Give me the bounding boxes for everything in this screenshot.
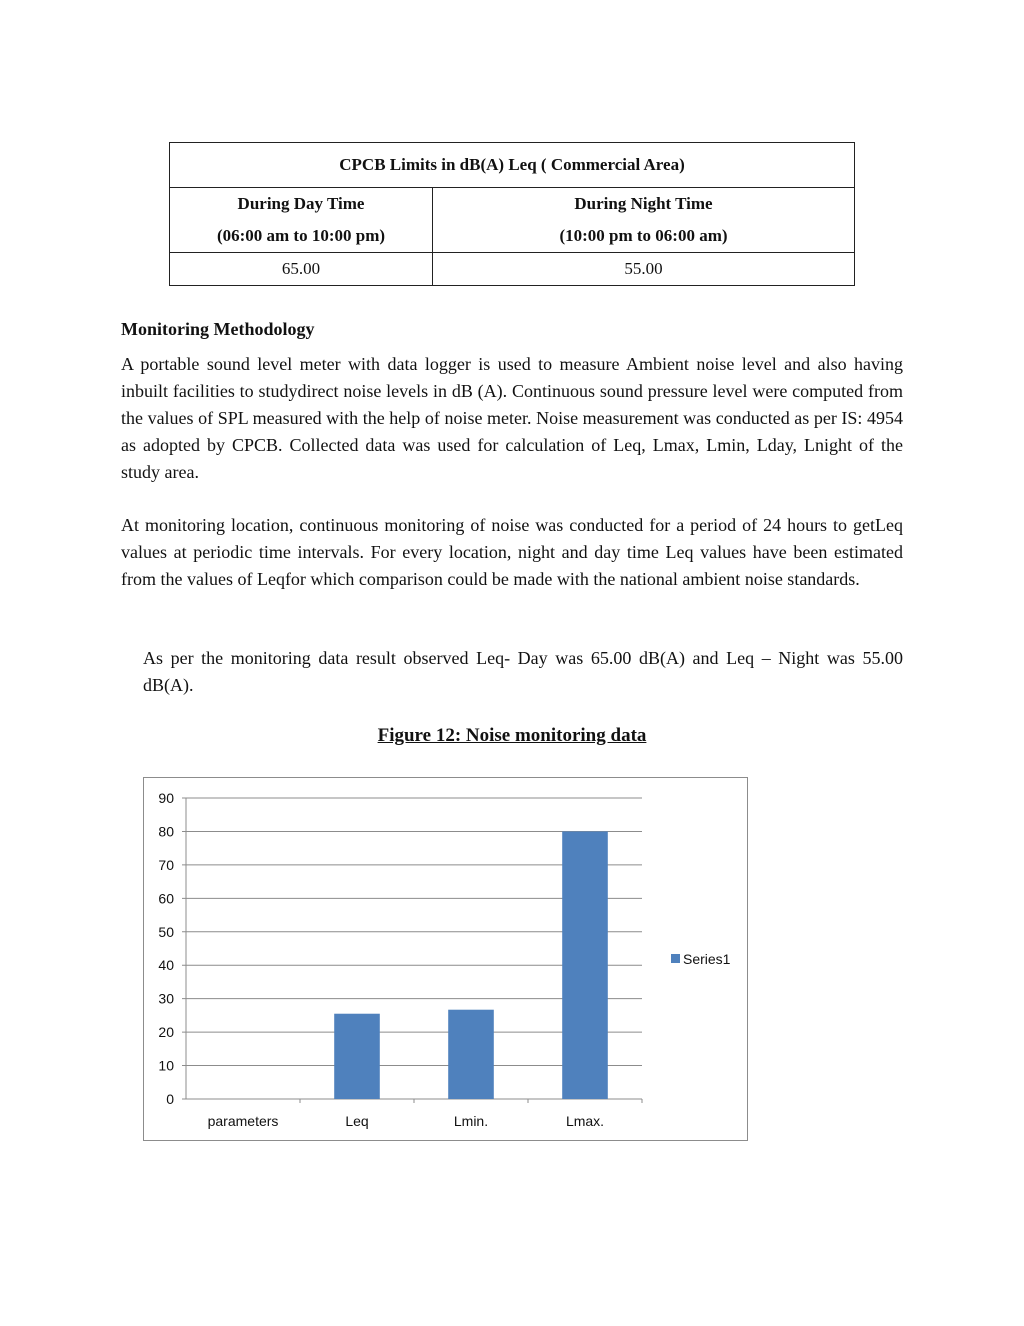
night-time-header — [433, 188, 855, 253]
y-tick-label: 30 — [158, 990, 174, 1007]
x-tick-label: Lmax. — [565, 1113, 605, 1129]
night-limit-value: 55.00 — [433, 253, 855, 286]
y-tick-label: 80 — [158, 823, 174, 840]
noise-bar-chart — [144, 778, 749, 1142]
y-tick-label: 40 — [158, 957, 174, 974]
legend-swatch — [671, 954, 680, 963]
y-tick-label: 0 — [166, 1091, 174, 1107]
cpcb-limits-table — [169, 142, 855, 286]
y-tick-label: 60 — [158, 890, 174, 907]
legend-label: Series1 — [683, 951, 731, 967]
methodology-paragraph-1: A portable sound level meter with data logger is used to measure Ambient noise level and also having inbuilt facilities to studydirect noise levels in dB (A). Continuous sound pressure level were computed from the values of SPL measured with the help of noise meter. Noise measurement was conducted as per IS: 4954 as adopted by CPCB. Collected data was used for calculation of Leq, Lmax, Lmin, Lday, Lnight of the study area. — [121, 354, 903, 482]
day-time-range: (06:00 am to 10:00 pm) — [216, 226, 386, 245]
y-tick-label: 50 — [158, 923, 174, 940]
result-paragraph: As per the monitoring data result observed Leq- Day was 65.00 dB(A) and Leq – Night was 55.00 dB(A). — [143, 648, 903, 695]
x-tick-label: Lmin. — [453, 1113, 489, 1129]
section-heading: Monitoring Methodology — [121, 319, 315, 339]
x-tick-label: Leq — [345, 1113, 369, 1129]
y-tick-label: 70 — [158, 856, 174, 873]
day-time-header — [170, 188, 433, 253]
figure-caption: Figure 12: Noise monitoring data — [377, 725, 647, 746]
y-tick-label: 20 — [158, 1024, 174, 1041]
day-limit-value: 65.00 — [170, 253, 433, 286]
table-title: CPCB Limits in dB(A) Leq ( Commercial Area) — [170, 143, 855, 188]
methodology-paragraph-2: At monitoring location, continuous monitoring of noise was conducted for a period of 24 hours to getLeq values at periodic time intervals. For every location, night and day time Leq values have been estimated from the values of Leqfor which comparison could be made with the national ambient noise standards. — [121, 515, 903, 589]
day-time-label: During Day Time — [237, 194, 365, 213]
bar-lmax — [562, 831, 608, 1099]
bar-lmin — [448, 1010, 494, 1099]
x-tick-label: parameters — [207, 1113, 279, 1129]
night-time-label: During Night Time — [574, 194, 713, 213]
night-time-range: (10:00 pm to 06:00 am) — [559, 226, 728, 245]
y-tick-label: 90 — [158, 790, 174, 806]
y-tick-label: 10 — [158, 1057, 174, 1074]
chart-area — [143, 777, 748, 1141]
bar-leq — [334, 1014, 380, 1099]
